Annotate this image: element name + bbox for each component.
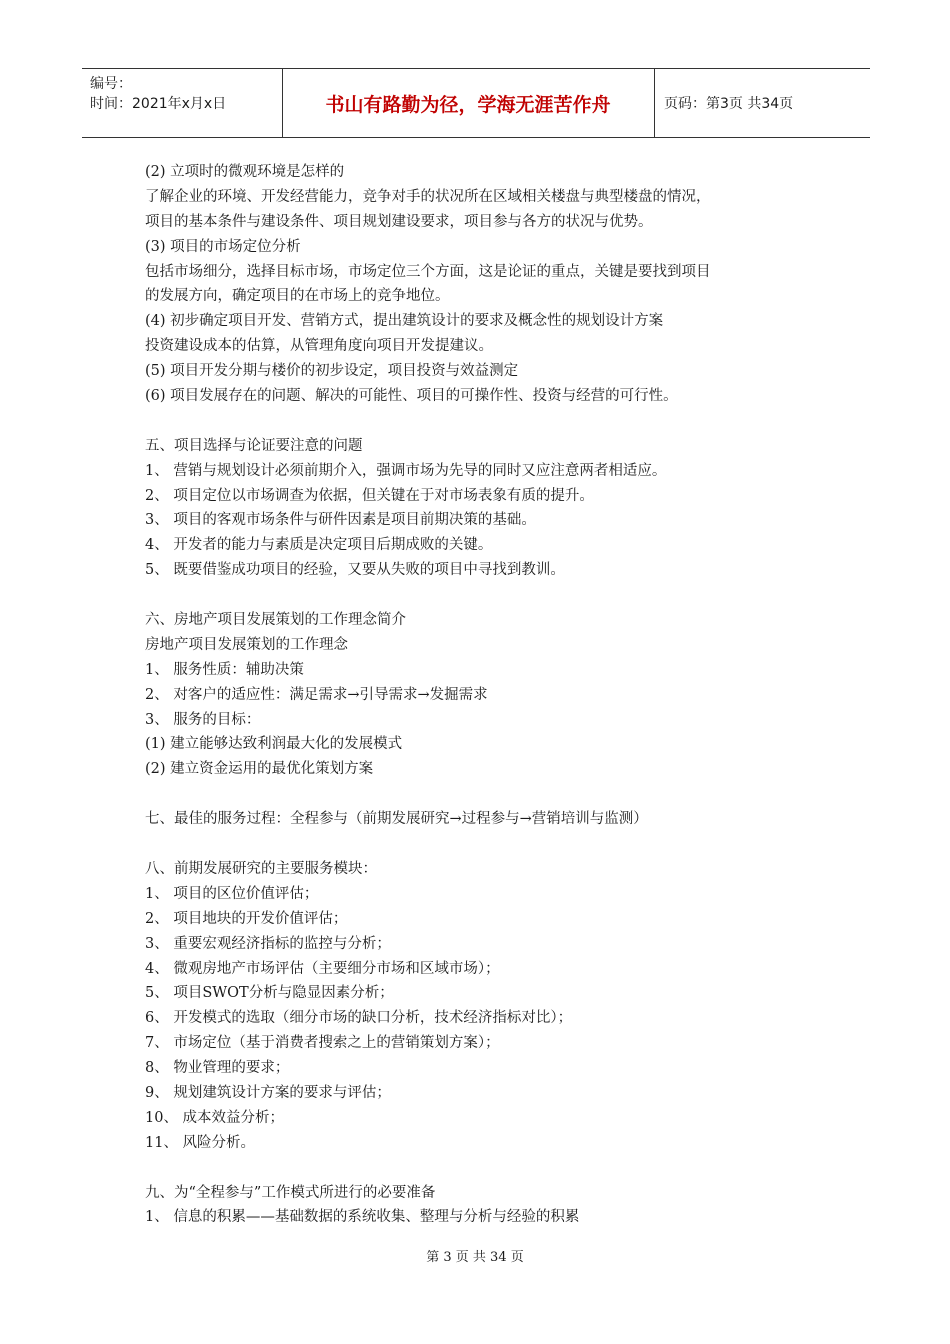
text-line: 1、 服务性质：辅助决策 (145, 661, 304, 678)
document-body (145, 160, 845, 1230)
page-footer: 第 3 页 共 34 页 (426, 1250, 524, 1265)
text-line: 包括市场细分，选择目标市场，市场定位三个方面，这是论证的重点，关键是要找到项目 (145, 263, 711, 280)
text-line: 1、 信息的积累——基础数据的系统收集、整理与分析与经验的积累 (145, 1209, 580, 1226)
text-line: (5) 项目开发分期与楼价的初步设定，项目投资与效益测定 (145, 363, 519, 380)
text-line: 1、 营销与规划设计必须前期介入，强调市场为先导的同时又应注意两者相适应。 (145, 462, 667, 479)
text-line: (2) 建立资金运用的最优化策划方案 (145, 761, 374, 778)
header-meta-cell (82, 69, 283, 137)
text-line: 3、 重要宏观经济指标的监控与分析； (145, 935, 391, 952)
header-motto: 书山有路勤为径，学海无涯苦作舟 (282, 69, 655, 137)
text-line: 投资建设成本的估算，从管理角度向项目开发提建议。 (145, 338, 493, 355)
text-line: 10、 成本效益分析； (145, 1109, 285, 1126)
text-line: (4) 初步确定项目开发、营销方式，提出建筑设计的要求及概念性的规划设计方案 (145, 313, 664, 330)
blank-line (145, 409, 845, 434)
text-line: 2、 对客户的适应性：满足需求→引导需求→发掘需求 (145, 686, 488, 703)
text-line: 八、前期发展研究的主要服务模块： (145, 860, 377, 877)
blank-line (145, 583, 845, 608)
text-line: 8、 物业管理的要求； (145, 1060, 290, 1077)
text-line: (6) 项目发展存在的问题、解决的可能性、项目的可操作性、投资与经营的可行性。 (145, 388, 678, 405)
page-header (82, 68, 870, 138)
text-line: (1) 建立能够达致利润最大化的发展模式 (145, 736, 403, 753)
text-line: 4、 微观房地产市场评估（主要细分市场和区域市场）； (145, 960, 500, 977)
text-line: 六、房地产项目发展策划的工作理念简介 (145, 612, 406, 629)
blank-line (145, 832, 845, 857)
text-line: 6、 开发模式的选取（细分市场的缺口分析，技术经济指标对比）； (145, 1010, 573, 1027)
text-line: 11、 风险分析。 (145, 1134, 256, 1151)
text-line: (3) 项目的市场定位分析 (145, 238, 301, 255)
text-line: 房地产项目发展策划的工作理念 (145, 636, 348, 653)
text-line: 项目的基本条件与建设条件、项目规划建设要求，项目参与各方的状况与优势。 (145, 213, 653, 230)
text-line: 了解企业的环境、开发经营能力，竞争对手的状况所在区域相关楼盘与典型楼盘的情况， (145, 188, 711, 205)
header-page-number: 页码：第3页 共34页 (664, 96, 794, 112)
text-line: 五、项目选择与论证要注意的问题 (145, 437, 363, 454)
text-line: 2、 项目地块的开发价值评估； (145, 910, 348, 927)
text-line: 1、 项目的区位价值评估； (145, 885, 319, 902)
text-line: 九、为“全程参与”工作模式所进行的必要准备 (145, 1184, 436, 1201)
text-line: (2) 立项时的微观环境是怎样的 (145, 164, 345, 180)
header-page-cell (654, 69, 870, 137)
text-line: 7、 市场定位（基于消费者搜索之上的营销策划方案）； (145, 1035, 500, 1052)
document-date-label: 时间：2021年x月x日 (90, 96, 227, 112)
document-number-label: 编号： (90, 76, 132, 92)
text-line: 9、 规划建筑设计方案的要求与评估； (145, 1084, 391, 1101)
blank-line (145, 1156, 845, 1181)
text-line: 2、 项目定位以市场调查为依据，但关键在于对市场表象有质的提升。 (145, 487, 594, 504)
text-line: 3、 项目的客观市场条件与研件因素是项目前期决策的基础。 (145, 512, 536, 529)
text-line: 3、 服务的目标： (145, 711, 261, 728)
text-line: 5、 既要借鉴成功项目的经验，又要从失败的项目中寻找到教训。 (145, 562, 565, 579)
text-line: 的发展方向，确定项目的在市场上的竞争地位。 (145, 288, 450, 305)
text-line: 5、 项目SWOT分析与隐显因素分析； (145, 985, 394, 1002)
text-line: 七、最佳的服务过程：全程参与（前期发展研究→过程参与→营销培训与监测） (145, 811, 648, 828)
blank-line (145, 782, 845, 807)
text-line: 4、 开发者的能力与素质是决定项目后期成败的关键。 (145, 537, 493, 554)
